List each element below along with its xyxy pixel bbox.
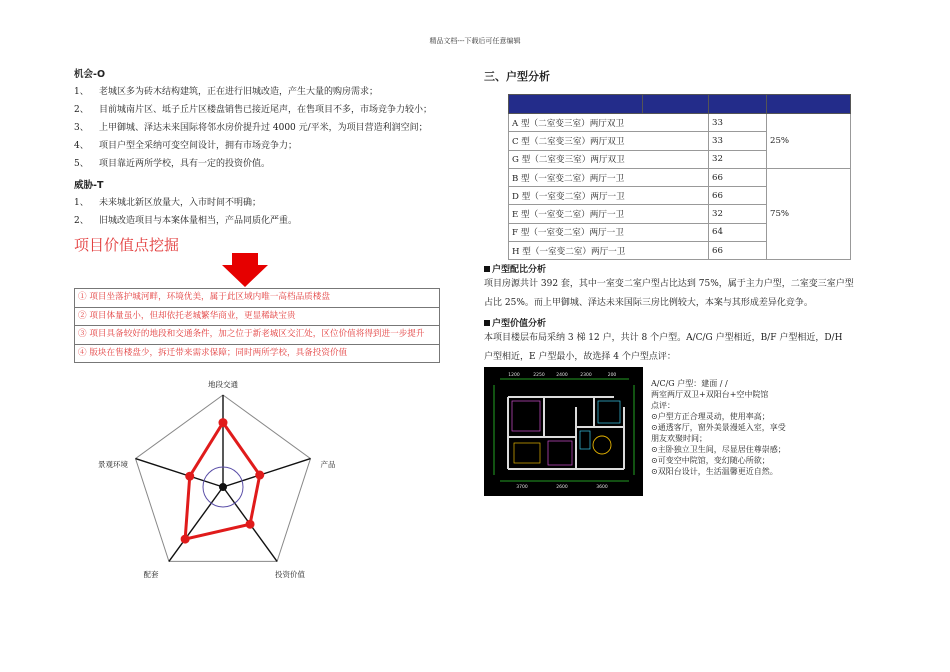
table-header-row [509, 95, 851, 114]
value-point: ④ 版块在售楼盘少，拆迁带来需求保障；同时两所学校，具备投资价值 [78, 347, 348, 358]
unit-count-cell: 64 [709, 223, 767, 241]
dimension-label: 2250 [533, 373, 545, 378]
floor-plan-sofa [580, 431, 590, 449]
unit-count-cell: 32 [709, 150, 767, 168]
dimension-label: 2400 [556, 373, 568, 378]
radar-center-dot [219, 483, 227, 491]
square-bullet-icon [484, 266, 490, 272]
table-row [509, 168, 851, 186]
unit-type-cell: A 型（二室变三室）两厅双卫 [509, 114, 709, 132]
plan-note-line: ⊙户型方正合理灵动，使用率高； [651, 412, 770, 421]
unit-type-cell: E 型（一室变二室）两厅一卫 [509, 205, 709, 223]
radar-axis-label: 产品 [320, 460, 336, 469]
radar-data-point [181, 535, 190, 544]
dimension-label: 1200 [508, 373, 520, 378]
item-text: 老城区多为砖木结构建筑，正在进行旧城改造，产生大量的购房需求； [99, 87, 379, 97]
plan-notes-heading: A/C/G 户型：建面 / / [651, 379, 728, 388]
value-analysis-label: 户型价值分析 [492, 319, 547, 329]
list-item [74, 83, 450, 101]
floor-plan-kitchen [598, 401, 620, 423]
radar-axis-label: 景观环境 [98, 460, 128, 469]
swot-section [74, 62, 450, 255]
floor-plan-table [593, 436, 611, 454]
threat-list [74, 194, 450, 230]
dimension-label: 200 [607, 373, 617, 378]
list-item [74, 212, 450, 230]
unit-type-cell: G 型（二室变三室）两厅双卫 [509, 150, 709, 168]
item-text: 旧城改造项目与本案体量相当，产品同质化严重。 [99, 216, 298, 226]
radar-chart [80, 378, 370, 578]
unit-count-cell: 33 [709, 114, 767, 132]
radar-axis-label: 地段交通 [208, 380, 238, 389]
radar-data-point [219, 418, 228, 427]
item-number: 1、 [74, 198, 89, 208]
item-number: 4、 [74, 141, 89, 151]
ratio-analysis-label: 户型配比分析 [492, 265, 547, 275]
floor-plan-image [484, 367, 643, 496]
header-cell [643, 95, 709, 114]
ratio-cell: 75% [767, 168, 851, 259]
unit-type-table [508, 94, 851, 260]
floor-plan-room [512, 401, 540, 431]
item-text: 上甲御城、泽达未来国际将邻水房价提升过 4000 元/平米，为项目营造利润空间； [99, 123, 428, 133]
dimension-label: 2300 [580, 373, 592, 378]
value-section-title: 项目价值点挖掘 [74, 236, 180, 254]
unit-type-cell: D 型（一室变二室）两厅一卫 [509, 187, 709, 205]
unit-analysis-title: 三、户型分析 [484, 70, 550, 83]
plan-note-line: ⊙通透客厅，窗外美景漫延入室，享受朋友欢聚时间； [651, 423, 786, 443]
header-cell [767, 95, 851, 114]
dimension-label: 2600 [556, 485, 568, 490]
opportunity-title: 机会-O [74, 69, 106, 80]
ratio-analysis-text: 项目房源共计 392 套，其中一室变二室户型占比达到 75%，属于主力户型，二室变三室户型占比 25%。而上甲御城、泽达未来国际三房比例较大，本案与其形成差异化竞争。 [484, 279, 854, 308]
unit-type-cell: H 型（一室变二室）两厅一卫 [509, 242, 709, 260]
plan-note-line: ⊙双阳台设计，生活温馨更近自然。 [651, 467, 778, 476]
radar-axis-label: 投资价值 [275, 570, 305, 578]
radar-axis-line [223, 459, 310, 487]
unit-count-cell: 66 [709, 168, 767, 186]
unit-type-cell: F 型（一室变二室）两厅一卫 [509, 223, 709, 241]
unit-count-cell: 66 [709, 187, 767, 205]
plan-note-line: ⊙主卧独立卫生间，尽显居住尊崇感； [651, 445, 786, 454]
unit-type-cell: C 型（二室变三室）两厅双卫 [509, 132, 709, 150]
ratio-analysis-title [484, 262, 546, 275]
radar-data-point [255, 471, 264, 480]
value-analysis-text: 本项目楼层布局采纳 3 梯 12 户，共计 8 个户型。A/C/G 户型相近，B/F 户型相近，D/H 户型相近，E 户型最小，故选择 4 个户型点评： [484, 333, 843, 362]
value-points-box [74, 288, 440, 363]
item-number: 2、 [74, 105, 89, 115]
list-item [74, 137, 450, 155]
dimension-label: 3600 [596, 485, 608, 490]
radar-axis-line [136, 459, 223, 487]
list-item [74, 101, 450, 119]
header-note: 精品文档---下载后可任意编辑 [429, 37, 521, 45]
floor-plan-room [548, 441, 572, 465]
value-point: ① 项目坐落护城河畔，环境优美，属于此区域内唯一高档品质楼盘 [75, 289, 439, 308]
header-cell [509, 95, 643, 114]
ratio-cell: 25% [767, 114, 851, 169]
floor-plan-bed [514, 443, 540, 463]
radar-data-point [246, 520, 255, 529]
value-point: ③ 项目具备较好的地段和交通条件，加之位于新老城区交汇处，区位价值将得到进一步提升 [75, 326, 439, 345]
item-text: 项目户型全采纳可变空间设计，拥有市场竞争力； [99, 141, 298, 151]
unit-count-cell: 66 [709, 242, 767, 260]
list-item [74, 194, 450, 212]
list-item [74, 155, 450, 173]
unit-type-cell: B 型（一室变二室）两厅一卫 [509, 168, 709, 186]
down-arrow-icon [222, 253, 268, 287]
radar-data-point [185, 472, 194, 481]
floor-plan-notes [651, 378, 791, 477]
threat-title: 威胁-T [74, 180, 104, 191]
item-text: 目前城南片区、坻子丘片区楼盘销售已接近尾声，在售项目不多，市场竞争力较小； [99, 105, 433, 115]
item-text: 未来城北新区放量大，入市时间不明确； [99, 198, 262, 208]
item-text: 项目靠近两所学校，具有一定的投资价值。 [99, 159, 271, 169]
square-bullet-icon [484, 320, 490, 326]
plan-note-line: 两室两厅双卫+双阳台+空中院馆 [651, 390, 769, 399]
plan-note-line: ⊙可变空中院馆，变幻随心所欲； [651, 456, 770, 465]
unit-count-cell: 32 [709, 205, 767, 223]
radar-axis-label: 配套 [143, 570, 159, 578]
item-number: 1、 [74, 87, 89, 97]
plan-note-line: 点评： [651, 401, 675, 410]
value-point: ② 项目体量虽小，但却依托老城繁华商业，更显稀缺宝贵 [75, 308, 439, 327]
value-analysis-title [484, 316, 546, 329]
item-number: 2、 [74, 216, 89, 226]
item-number: 5、 [74, 159, 89, 169]
unit-count-cell: 33 [709, 132, 767, 150]
list-item [74, 119, 450, 137]
item-number: 3、 [74, 123, 89, 133]
opportunity-list [74, 83, 450, 173]
table-row [509, 114, 851, 132]
header-cell [709, 95, 767, 114]
radar-axis-line [169, 487, 223, 561]
dimension-label: 3700 [516, 485, 528, 490]
